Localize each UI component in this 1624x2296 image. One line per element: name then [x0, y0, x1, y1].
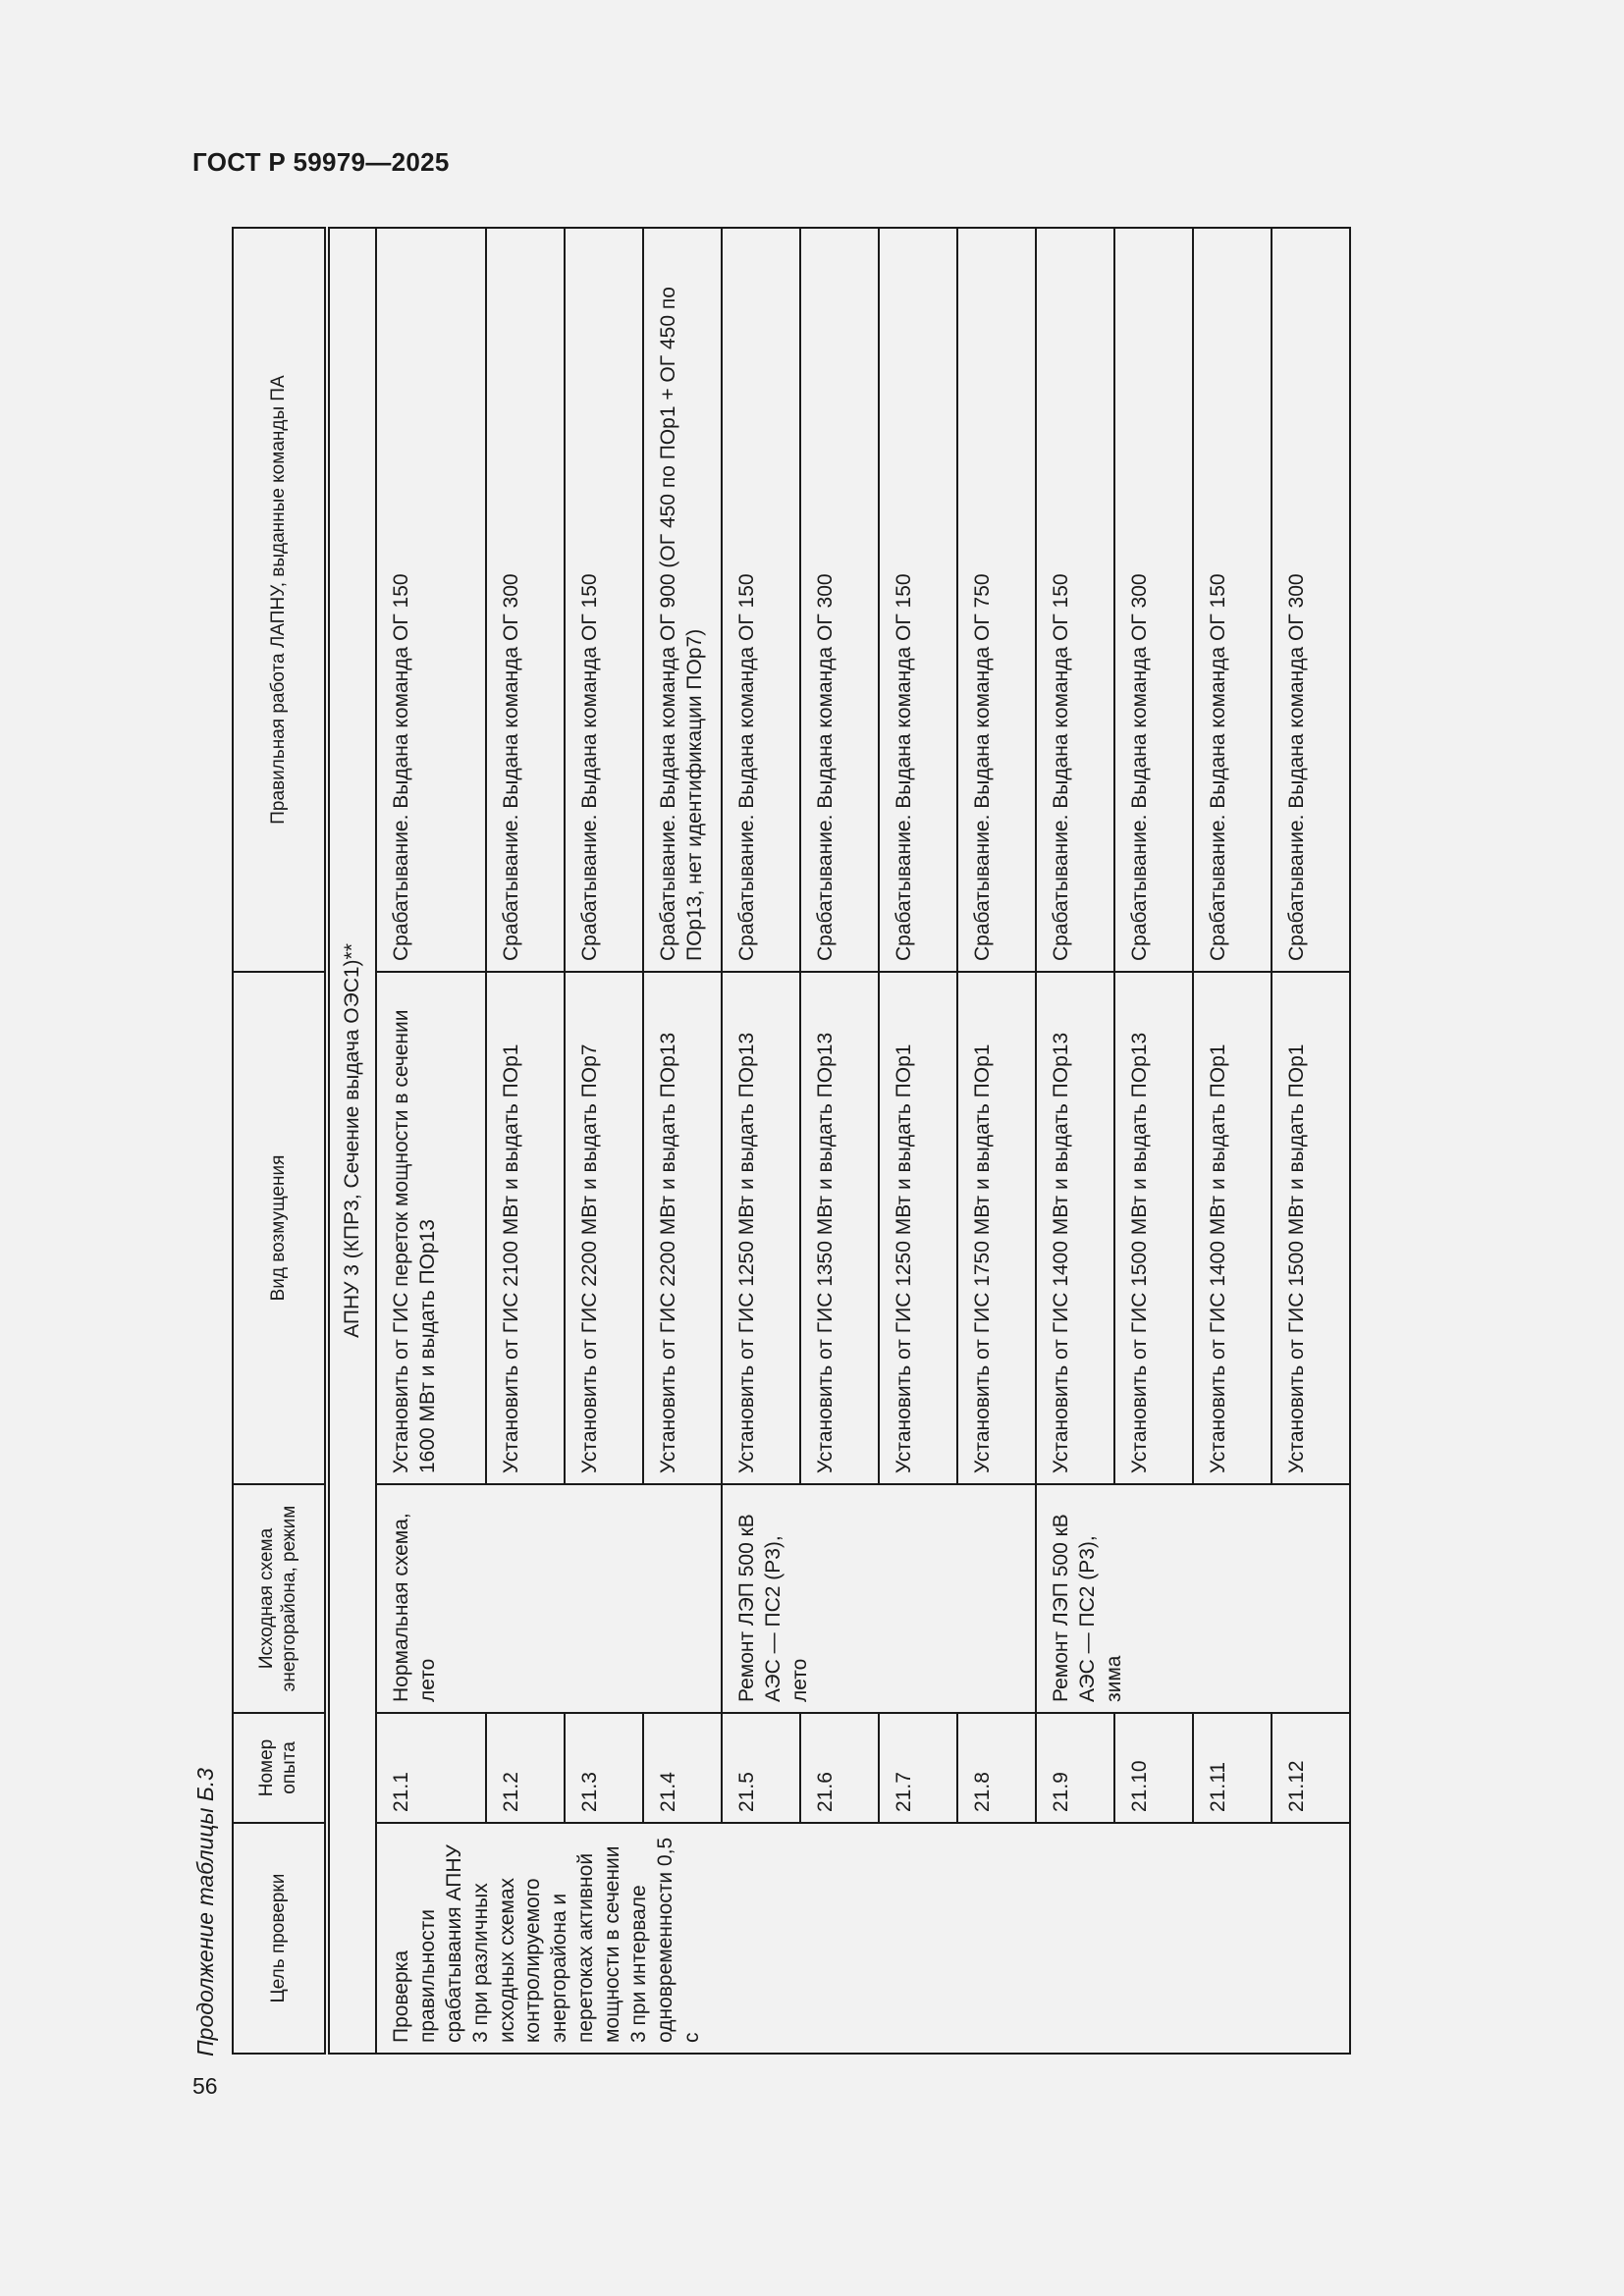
- table-row: [879, 228, 957, 2054]
- result-cell: Срабатывание. Выдана команда ОГ 300: [486, 228, 565, 972]
- disturbance-cell: Установить от ГИС 1250 МВт и выдать ПОр13: [722, 972, 800, 1484]
- results-table: [232, 227, 1351, 2055]
- result-cell: Срабатывание. Выдана команда ОГ 300: [800, 228, 879, 972]
- table-row: [376, 228, 486, 2054]
- table-row: [643, 228, 722, 2054]
- test-number: 21.6: [800, 1713, 879, 1823]
- test-number: 21.2: [486, 1713, 565, 1823]
- result-cell: Срабатывание. Выдана команда ОГ 900 (ОГ 450 по ПОр1 + ОГ 450 по ПОр13, нет идентификации ПОр7): [643, 228, 722, 972]
- test-number: 21.7: [879, 1713, 957, 1823]
- table-row: [1193, 228, 1272, 2054]
- test-number: 21.5: [722, 1713, 800, 1823]
- disturbance-cell: Установить от ГИС 1250 МВт и выдать ПОр1: [879, 972, 957, 1484]
- disturbance-cell: Установить от ГИС 1350 МВт и выдать ПОр13: [800, 972, 879, 1484]
- test-number: 21.10: [1114, 1713, 1193, 1823]
- result-cell: Срабатывание. Выдана команда ОГ 150: [879, 228, 957, 972]
- result-cell: Срабатывание. Выдана команда ОГ 150: [1036, 228, 1114, 972]
- page-number: 56: [192, 2073, 218, 2099]
- table-row: [800, 228, 879, 2054]
- result-cell: Срабатывание. Выдана команда ОГ 750: [957, 228, 1036, 972]
- result-cell: Срабатывание. Выдана команда ОГ 150: [1193, 228, 1272, 972]
- table-caption: Продолжение таблицы Б.3: [192, 1768, 218, 2056]
- disturbance-cell: Установить от ГИС 1400 МВт и выдать ПОр1: [1193, 972, 1272, 1484]
- table-row: [1036, 228, 1114, 2054]
- table-row: [1272, 228, 1350, 2054]
- group-title: АПНУ 3 (КПР3, Сечение выдача ОЭС1)**: [327, 228, 376, 2054]
- result-cell: Срабатывание. Выдана команда ОГ 300: [1272, 228, 1350, 972]
- header-disturbance: Вид возмущения: [233, 972, 327, 1484]
- table-row: [1114, 228, 1193, 2054]
- table-row: [486, 228, 565, 2054]
- header-result: Правильная работа ЛАПНУ, выданные команды ПА: [233, 228, 327, 972]
- table-row: [565, 228, 643, 2054]
- result-cell: Срабатывание. Выдана команда ОГ 300: [1114, 228, 1193, 972]
- test-number: 21.3: [565, 1713, 643, 1823]
- header-purpose: Цель проверки: [233, 1823, 327, 2054]
- disturbance-cell: Установить от ГИС 1500 МВт и выдать ПОр13: [1114, 972, 1193, 1484]
- disturbance-cell: Установить от ГИС 2200 МВт и выдать ПОр7: [565, 972, 643, 1484]
- test-number: 21.4: [643, 1713, 722, 1823]
- scheme-cell: Ремонт ЛЭП 500 кВ АЭС — ПС2 (Р3), лето: [722, 1484, 1036, 1713]
- table-header-row: [233, 228, 327, 2054]
- test-number: 21.1: [376, 1713, 486, 1823]
- group-title-row: [327, 228, 376, 2054]
- table-row: [722, 228, 800, 2054]
- rotated-table-wrapper: [232, 229, 1351, 2055]
- header-scheme: Исходная схема энергорайона, режим: [233, 1484, 327, 1713]
- test-number: 21.11: [1193, 1713, 1272, 1823]
- result-cell: Срабатывание. Выдана команда ОГ 150: [722, 228, 800, 972]
- test-number: 21.12: [1272, 1713, 1350, 1823]
- disturbance-cell: Установить от ГИС 1750 МВт и выдать ПОр1: [957, 972, 1036, 1484]
- scheme-cell: Нормальная схема, лето: [376, 1484, 722, 1713]
- disturbance-cell: Установить от ГИС 1500 МВт и выдать ПОр1: [1272, 972, 1350, 1484]
- scheme-cell: Ремонт ЛЭП 500 кВ АЭС — ПС2 (Р3), зима: [1036, 1484, 1350, 1713]
- test-number: 21.9: [1036, 1713, 1114, 1823]
- table-row: [957, 228, 1036, 2054]
- test-number: 21.8: [957, 1713, 1036, 1823]
- result-cell: Срабатывание. Выдана команда ОГ 150: [376, 228, 486, 972]
- header-test-number: Номер опыта: [233, 1713, 327, 1823]
- purpose-cell: Проверка правильности срабатывания АПНУ 3 при различных исходных схемах контролируемого энергорайона и перетоках активной мощности в сечении 3 при интервале одновременности 0,5 с: [376, 1823, 1350, 2054]
- disturbance-cell: Установить от ГИС 2200 МВт и выдать ПОр13: [643, 972, 722, 1484]
- document-header: ГОСТ Р 59979—2025: [192, 147, 450, 177]
- disturbance-cell: Установить от ГИС переток мощности в сечении 1600 МВт и выдать ПОр13: [376, 972, 486, 1484]
- result-cell: Срабатывание. Выдана команда ОГ 150: [565, 228, 643, 972]
- disturbance-cell: Установить от ГИС 2100 МВт и выдать ПОр1: [486, 972, 565, 1484]
- disturbance-cell: Установить от ГИС 1400 МВт и выдать ПОр13: [1036, 972, 1114, 1484]
